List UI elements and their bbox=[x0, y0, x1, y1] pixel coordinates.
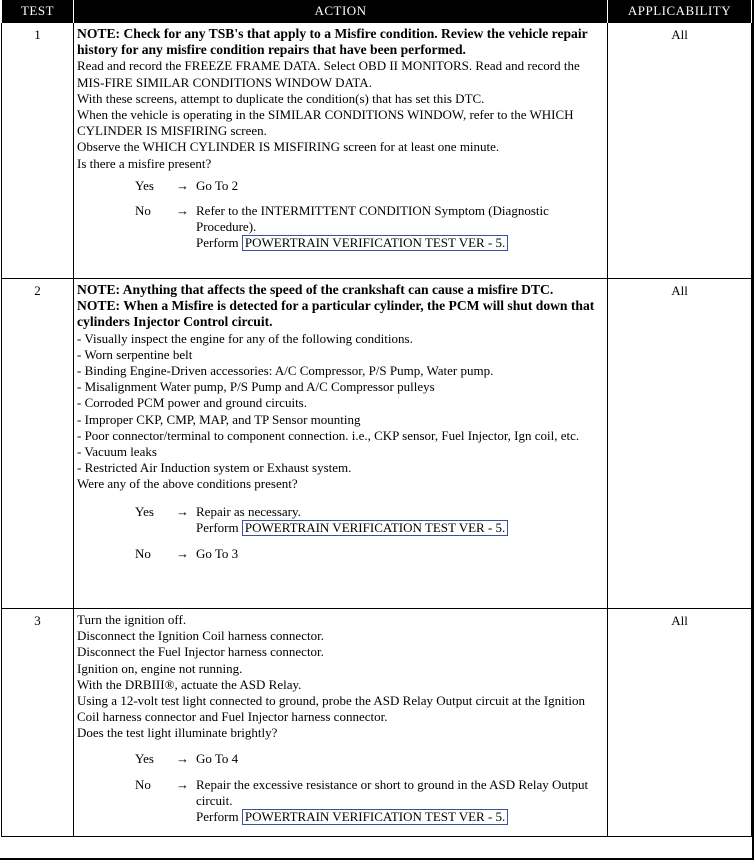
no-result bbox=[196, 203, 605, 252]
verification-test-link[interactable]: POWERTRAIN VERIFICATION TEST VER - 5. bbox=[242, 520, 508, 536]
action-cell bbox=[74, 609, 608, 837]
yes-label: Yes bbox=[135, 750, 154, 766]
no-choice bbox=[77, 777, 605, 826]
no-label: No bbox=[135, 203, 151, 219]
step-line: Does the test light illuminate brightly? bbox=[77, 725, 278, 741]
step-line: Observe the WHICH CYLINDER IS MISFIRING screen for at least one minute. bbox=[77, 139, 500, 155]
no-result: Go To 3 bbox=[196, 546, 239, 562]
step-line: - Poor connector/terminal to component connection. i.e., CKP sensor, Fuel Injector, Ign coil, etc. bbox=[77, 427, 580, 443]
yes-result-text: Repair as necessary. bbox=[196, 503, 301, 519]
step-line: - Improper CKP, CMP, MAP, and TP Sensor mounting bbox=[77, 411, 361, 427]
step-line: With these screens, attempt to duplicate the condition(s) that has set this DTC. bbox=[77, 90, 485, 106]
step-line: Read and record the FREEZE FRAME DATA. Select OBD II MONITORS. Read and record the MIS-FIRE SIMILAR CONDITIONS WINDOW DATA. bbox=[77, 58, 580, 90]
yes-label: Yes bbox=[135, 177, 154, 193]
step-line: - Visually inspect the engine for any of the following conditions. bbox=[77, 330, 413, 346]
applicability: All bbox=[608, 23, 752, 279]
header-test: TEST bbox=[2, 0, 74, 23]
step-line: - Corroded PCM power and ground circuits. bbox=[77, 395, 307, 411]
step-line: Turn the ignition off. bbox=[77, 612, 187, 627]
step-line: - Misalignment Water pump, P/S Pump and A/C Compressor pulleys bbox=[77, 379, 435, 395]
diagnostic-table bbox=[1, 0, 752, 837]
yes-choice bbox=[77, 751, 605, 767]
step-line: - Binding Engine-Driven accessories: A/C Compressor, P/S Pump, Water pump. bbox=[77, 363, 494, 379]
perform-label: Perform bbox=[196, 519, 239, 535]
no-choice bbox=[77, 203, 605, 252]
no-result bbox=[196, 777, 605, 826]
test-number: 3 bbox=[2, 609, 74, 837]
step-line: - Vacuum leaks bbox=[77, 444, 157, 460]
table-row bbox=[2, 609, 752, 837]
action-cell bbox=[74, 23, 608, 279]
header-applicability: APPLICABILITY bbox=[608, 0, 752, 23]
yes-choice bbox=[77, 504, 605, 536]
no-choice bbox=[77, 546, 605, 562]
step-line: Using a 12-volt test light connected to ground, probe the ASD Relay Output circuit at the Ignition Coil harness connector and Fuel Injector harness connector. bbox=[77, 693, 585, 725]
step-line: Were any of the above conditions present? bbox=[77, 476, 298, 492]
step-line: Is there a misfire present? bbox=[77, 155, 212, 171]
no-result-text: Refer to the INTERMITTENT CONDITION Symptom (Diagnostic Procedure). bbox=[196, 203, 549, 235]
step-line: With the DRBIII®, actuate the ASD Relay. bbox=[77, 676, 302, 692]
step-line: When the vehicle is operating in the SIMILAR CONDITIONS WINDOW, refer to the WHICH CYLINDER IS MISFIRING screen. bbox=[77, 107, 574, 139]
arrow-right-icon: → bbox=[176, 776, 189, 792]
no-label: No bbox=[135, 776, 151, 792]
applicability: All bbox=[608, 279, 752, 609]
table-row bbox=[2, 279, 752, 609]
arrow-right-icon: → bbox=[176, 177, 189, 193]
arrow-right-icon: → bbox=[176, 203, 189, 219]
arrow-right-icon: → bbox=[176, 546, 189, 562]
note: NOTE: Anything that affects the speed of the crankshaft can cause a misfire DTC. bbox=[77, 282, 554, 297]
verification-test-link[interactable]: POWERTRAIN VERIFICATION TEST VER - 5. bbox=[242, 235, 508, 251]
arrow-right-icon: → bbox=[176, 503, 189, 519]
test-number: 2 bbox=[2, 279, 74, 609]
arrow-right-icon: → bbox=[176, 750, 189, 766]
yes-label: Yes bbox=[135, 503, 154, 519]
step-line: - Worn serpentine belt bbox=[77, 346, 193, 362]
step-line: Ignition on, engine not running. bbox=[77, 660, 243, 676]
perform-label: Perform bbox=[196, 809, 239, 825]
no-result-text: Repair the excessive resistance or short to ground in the ASD Relay Output circuit. bbox=[196, 776, 589, 809]
header-action: ACTION bbox=[74, 0, 608, 23]
yes-result: Go To 2 bbox=[196, 177, 239, 193]
header-row bbox=[2, 0, 752, 23]
note: NOTE: Check for any TSB's that apply to a Misfire condition. Review the vehicle repair history for any misfire condition repairs that have been performed. bbox=[77, 26, 588, 58]
step-line: Disconnect the Fuel Injector harness connector. bbox=[77, 644, 324, 660]
verification-test-link[interactable]: POWERTRAIN VERIFICATION TEST VER - 5. bbox=[242, 809, 508, 825]
yes-result: Go To 4 bbox=[196, 750, 239, 766]
table-row bbox=[2, 23, 752, 279]
no-label: No bbox=[135, 546, 151, 562]
step-line: - Restricted Air Induction system or Exhaust system. bbox=[77, 460, 352, 476]
applicability: All bbox=[608, 609, 752, 837]
perform-label: Perform bbox=[196, 235, 239, 251]
action-cell bbox=[74, 279, 608, 609]
yes-choice bbox=[77, 178, 605, 194]
yes-result bbox=[196, 504, 605, 536]
note: NOTE: When a Misfire is detected for a particular cylinder, the PCM will shut down that cylinders Injector Control circuit. bbox=[77, 298, 595, 330]
test-number: 1 bbox=[2, 23, 74, 279]
step-line: Disconnect the Ignition Coil harness connector. bbox=[77, 628, 324, 644]
